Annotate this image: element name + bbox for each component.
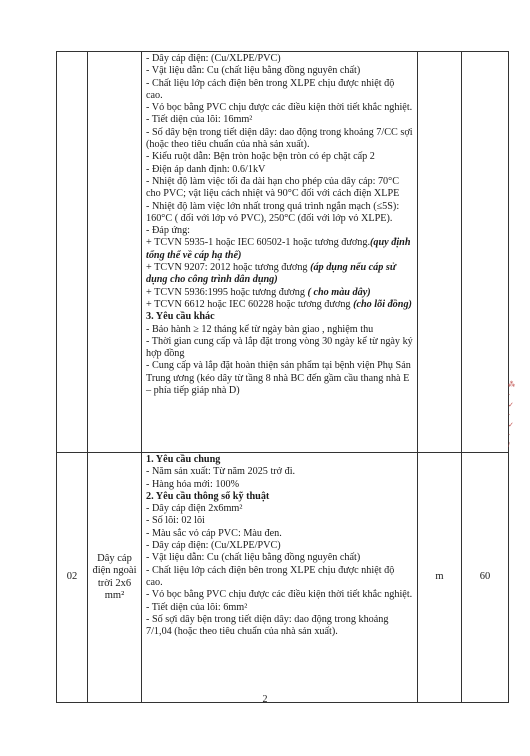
page-number: 2 [262,694,268,705]
requirement-line: 1. Yêu cầu chung [146,454,221,465]
requirement-line: - Chất liệu lớp cách điện bên trong XLPE chịu được nhiệt độ cao. [146,77,395,101]
quantity-cell [462,52,509,453]
requirement-line: - Năm sản xuất: Từ năm 2025 trở đi. [146,466,296,478]
requirement-line: + TCVN 6612 hoặc IEC 60228 hoặc tương đương (cho lõi đồng) [146,298,412,310]
unit-cell: m [418,453,462,703]
requirement-line: - Số lõi: 02 lõi [146,515,205,527]
requirement-line: - Vật liệu dẫn: Cu (chất liệu bằng đồng nguyên chất) [146,552,361,564]
requirement-line: - Dây cáp điện: (Cu/XLPE/PVC) [146,53,281,64]
requirement-line: - Kiểu ruột dẫn: Bện tròn hoặc bện tròn có ép chặt cấp 2 [146,151,375,163]
stt-cell [57,52,88,453]
requirement-line: - Vật liệu dẫn: Cu (chất liệu bằng đồng nguyên chất) [146,65,361,77]
requirement-line: - Bảo hành ≥ 12 tháng kể từ ngày bàn giao , nghiệm thu [146,323,374,335]
requirement-line: - Nhiệt độ làm việc lớn nhất trong quá trình ngắn mạch (≤5S): 160°C ( đối với lớp vỏ PVC), 250°C (đối với lớp vỏ XLPE). [146,200,400,224]
requirement-line: 2. Yêu cầu thông số kỹ thuật [146,490,270,502]
requirement-line: - Nhiệt độ làm việc tối đa dài hạn cho phép của dây cáp: 70°C cho PVC; vật liệu cách nhiệt và 90°C đối với cách điện XLPE [146,175,400,200]
requirement-line: - Vỏ bọc bằng PVC chịu được các điều kiện thời tiết khắc nghiệt. [146,102,413,114]
requirement-line: - Tiết diện của lõi: 6mm² [146,601,248,613]
unit-cell [418,52,462,453]
spec-table [56,51,509,703]
requirement-line: - Dây cáp điện: (Cu/XLPE/PVC) [146,540,281,552]
requirement-line: + TCVN 9207: 2012 hoặc tương đương (áp dụng nếu cáp sử dụng cho công trình dân dụng) [146,262,396,286]
requirement-line: - Dây cáp điện 2x6mm² [146,503,243,515]
table-row [57,52,509,453]
stt-cell: 02 [57,453,88,703]
requirement-line: - Tiết diện của lõi: 16mm² [146,114,253,126]
requirement-line: - Cung cấp và lắp đặt hoàn thiện sản phẩm tại bệnh viện Phụ Sản Trung ương (kéo dây từ tầng 8 nhà BC đến gầm cầu thang nhà E – phía tiếp giáp nhà D) [146,360,411,397]
requirement-line: - Thời gian cung cấp và lắp đặt trong vòng 30 ngày kể từ ngày ký hợp đồng [146,335,413,360]
requirement-line: - Số sợi dây bện trong tiết diện dây: dao động trong khoảng 7/1,04 (hoặc theo tiêu chuẩn của nhà sản xuất). [146,613,389,638]
requirement-line: + TCVN 5935-1 hoặc IEC 60502-1 hoặc tương đương.(quy định tổng thể về cáp hạ thế) [146,237,411,261]
requirement-line: - Hàng hóa mới: 100% [146,478,240,490]
item-name-cell: Dây cáp điện ngoài trời 2x6 mm² [88,453,142,703]
requirements-cell [142,52,418,453]
requirement-line: - Chất liệu lớp cách điện bên trong XLPE chịu được nhiệt độ cao. [146,564,395,588]
item-name-cell [88,52,142,453]
requirements-text [142,453,417,640]
requirements-cell [142,453,418,703]
requirement-line: - Vỏ bọc bằng PVC chịu được các điều kiện thời tiết khắc nghiệt. [146,589,413,601]
requirements-text [142,52,417,399]
requirement-line: + TCVN 5936:1995 hoặc tương đương ( cho màu dây) [146,286,371,298]
requirement-line: - Màu sắc vỏ cáp PVC: Màu đen. [146,527,282,539]
quantity-cell: 60 [462,453,509,703]
requirement-line: - Số dây bện trong tiết diện dây: dao động trong khoảng 7/CC sợi (hoặc theo tiêu chuẩn của nhà sản xuất). [146,126,413,151]
margin-stamp-mark: ⁂ · ✓ · ✓ · / [508,381,515,449]
table-row [57,453,509,703]
requirement-line: - Điện áp danh định: 0.6/1kV [146,163,266,175]
requirement-line: 3. Yêu cầu khác [146,311,215,323]
requirement-line: - Đáp ứng: [146,225,190,237]
